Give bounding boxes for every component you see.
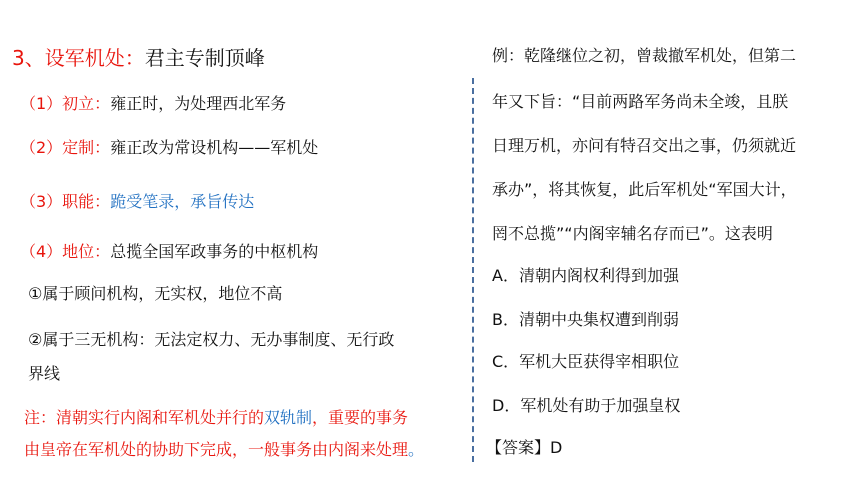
- option-d: D．军机处有助于加强皇权: [492, 396, 681, 415]
- example-line-5: 罔不总揽”“内阁宰辅名存而已”。这表明: [492, 224, 773, 243]
- answer: 【答案】D: [486, 438, 563, 457]
- option-a: A．清朝内阁权利得到加强: [492, 266, 679, 285]
- example-line-4: 承办”，将其恢复，此后军机处“军国大计，: [492, 180, 797, 199]
- item-function: [20, 190, 254, 214]
- column-divider: [472, 78, 474, 462]
- option-b: B．清朝中央集权遭到削弱: [492, 310, 679, 329]
- item-founding-label: （1）初立：: [20, 94, 111, 113]
- option-c: C．军机大臣获得宰相职位: [492, 352, 680, 371]
- note-line-2: [24, 438, 424, 462]
- item-institution: [20, 136, 318, 160]
- status-point-1: ①属于顾问机构，无实权，地位不高: [28, 284, 283, 303]
- item-status-text: 总揽全国军政事务的中枢机构: [110, 242, 319, 261]
- status-point-2-line1: ②属于三无机构：无法定权力、无办事制度、无行政: [28, 330, 395, 349]
- item-institution-label: （2）定制：: [20, 138, 111, 157]
- note-dual-track: 双轨制: [264, 408, 313, 427]
- item-founding-text: 雍正时，为处理西北军务: [110, 94, 287, 113]
- status-point-2-line2: 界线: [28, 364, 61, 383]
- item-institution-text: 雍正改为常设机构——军机处: [110, 138, 319, 157]
- section-title: [12, 44, 265, 72]
- note-line-2-a: 由皇帝在军机处的协助下完成，一般事务由内阁来处理: [24, 440, 409, 459]
- item-status-label: （4）地位：: [20, 242, 111, 261]
- note-line-2-period: 。: [408, 440, 425, 459]
- item-founding: [20, 92, 286, 116]
- example-line-1: 例：乾隆继位之初，曾裁撤军机处，但第二: [492, 46, 797, 65]
- item-status: [20, 240, 318, 264]
- section-number: 3、设军机处：: [12, 46, 145, 70]
- note-line-1: [24, 406, 408, 430]
- item-function-text: 跪受笔录，承旨传达: [110, 192, 255, 211]
- section-heading: 君主专制顶峰: [144, 46, 265, 70]
- example-line-3: 日理万机，亦问有特召交出之事，仍须就近: [492, 136, 797, 155]
- example-line-2: 年又下旨：“目前两路军务尚未全竣，且朕: [492, 92, 789, 111]
- note-line-1-a: 注：清朝实行内阁和军机处并行的: [24, 408, 265, 427]
- note-line-1-c: ，重要的事务: [312, 408, 409, 427]
- item-function-label: （3）职能：: [20, 192, 111, 211]
